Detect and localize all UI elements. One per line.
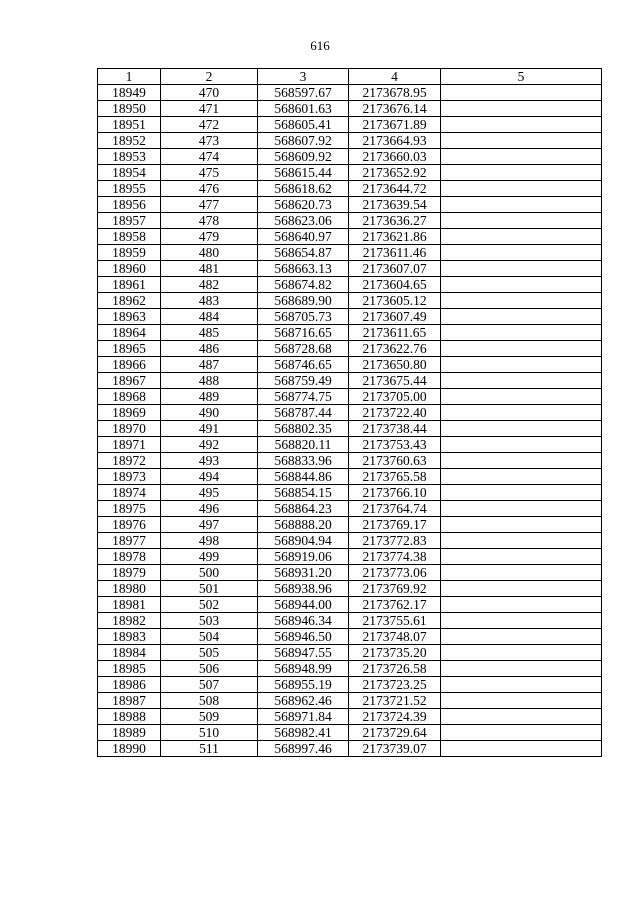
table-row xyxy=(98,229,602,245)
x-coordinate-cell: 568746.65 xyxy=(258,357,349,373)
row-index-cell: 18966 xyxy=(98,357,161,373)
notes-cell xyxy=(441,485,602,501)
table-row xyxy=(98,549,602,565)
point-number-cell: 494 xyxy=(161,469,258,485)
x-coordinate-cell: 568640.97 xyxy=(258,229,349,245)
column-header-2: 2 xyxy=(161,69,258,85)
y-coordinate-cell: 2173660.03 xyxy=(349,149,441,165)
y-coordinate-cell: 2173764.74 xyxy=(349,501,441,517)
notes-cell xyxy=(441,277,602,293)
notes-cell xyxy=(441,389,602,405)
y-coordinate-cell: 2173729.64 xyxy=(349,725,441,741)
x-coordinate-cell: 568620.73 xyxy=(258,197,349,213)
point-number-cell: 504 xyxy=(161,629,258,645)
point-number-cell: 480 xyxy=(161,245,258,261)
table-row xyxy=(98,629,602,645)
point-number-cell: 478 xyxy=(161,213,258,229)
y-coordinate-cell: 2173772.83 xyxy=(349,533,441,549)
notes-cell xyxy=(441,693,602,709)
notes-cell xyxy=(441,309,602,325)
point-number-cell: 482 xyxy=(161,277,258,293)
notes-cell xyxy=(441,421,602,437)
row-index-cell: 18960 xyxy=(98,261,161,277)
column-header-3: 3 xyxy=(258,69,349,85)
y-coordinate-cell: 2173722.40 xyxy=(349,405,441,421)
page-number: 616 xyxy=(310,38,330,53)
notes-cell xyxy=(441,517,602,533)
point-number-cell: 472 xyxy=(161,117,258,133)
x-coordinate-cell: 568674.82 xyxy=(258,277,349,293)
table-row xyxy=(98,485,602,501)
y-coordinate-cell: 2173607.07 xyxy=(349,261,441,277)
row-index-cell: 18973 xyxy=(98,469,161,485)
row-index-cell: 18989 xyxy=(98,725,161,741)
x-coordinate-cell: 568605.41 xyxy=(258,117,349,133)
y-coordinate-cell: 2173650.80 xyxy=(349,357,441,373)
row-index-cell: 18964 xyxy=(98,325,161,341)
header-row xyxy=(98,69,602,85)
x-coordinate-cell: 568947.55 xyxy=(258,645,349,661)
row-index-cell: 18949 xyxy=(98,85,161,101)
x-coordinate-cell: 568854.15 xyxy=(258,485,349,501)
table-row xyxy=(98,197,602,213)
notes-cell xyxy=(441,149,602,165)
x-coordinate-cell: 568802.35 xyxy=(258,421,349,437)
y-coordinate-cell: 2173639.54 xyxy=(349,197,441,213)
table-row xyxy=(98,437,602,453)
point-number-cell: 505 xyxy=(161,645,258,661)
point-number-cell: 502 xyxy=(161,597,258,613)
notes-cell xyxy=(441,725,602,741)
point-number-cell: 491 xyxy=(161,421,258,437)
point-number-cell: 493 xyxy=(161,453,258,469)
x-coordinate-cell: 568615.44 xyxy=(258,165,349,181)
table-row xyxy=(98,693,602,709)
row-index-cell: 18984 xyxy=(98,645,161,661)
y-coordinate-cell: 2173748.07 xyxy=(349,629,441,645)
x-coordinate-cell: 568948.99 xyxy=(258,661,349,677)
table-row xyxy=(98,357,602,373)
x-coordinate-cell: 568618.62 xyxy=(258,181,349,197)
point-number-cell: 470 xyxy=(161,85,258,101)
point-number-cell: 489 xyxy=(161,389,258,405)
point-number-cell: 500 xyxy=(161,565,258,581)
x-coordinate-cell: 568938.96 xyxy=(258,581,349,597)
point-number-cell: 509 xyxy=(161,709,258,725)
y-coordinate-cell: 2173676.14 xyxy=(349,101,441,117)
x-coordinate-cell: 568597.67 xyxy=(258,85,349,101)
y-coordinate-cell: 2173636.27 xyxy=(349,213,441,229)
table-row xyxy=(98,709,602,725)
notes-cell xyxy=(441,437,602,453)
y-coordinate-cell: 2173604.65 xyxy=(349,277,441,293)
x-coordinate-cell: 568844.86 xyxy=(258,469,349,485)
y-coordinate-cell: 2173605.12 xyxy=(349,293,441,309)
y-coordinate-cell: 2173766.10 xyxy=(349,485,441,501)
table-row xyxy=(98,341,602,357)
point-number-cell: 490 xyxy=(161,405,258,421)
y-coordinate-cell: 2173621.86 xyxy=(349,229,441,245)
notes-cell xyxy=(441,661,602,677)
row-index-cell: 18981 xyxy=(98,597,161,613)
row-index-cell: 18965 xyxy=(98,341,161,357)
y-coordinate-cell: 2173622.76 xyxy=(349,341,441,357)
y-coordinate-cell: 2173678.95 xyxy=(349,85,441,101)
x-coordinate-cell: 568787.44 xyxy=(258,405,349,421)
x-coordinate-cell: 568774.75 xyxy=(258,389,349,405)
point-number-cell: 481 xyxy=(161,261,258,277)
x-coordinate-cell: 568955.19 xyxy=(258,677,349,693)
row-index-cell: 18990 xyxy=(98,741,161,757)
y-coordinate-cell: 2173721.52 xyxy=(349,693,441,709)
y-coordinate-cell: 2173765.58 xyxy=(349,469,441,485)
notes-cell xyxy=(441,133,602,149)
row-index-cell: 18971 xyxy=(98,437,161,453)
table-row xyxy=(98,677,602,693)
notes-cell xyxy=(441,741,602,757)
notes-cell xyxy=(441,597,602,613)
point-number-cell: 495 xyxy=(161,485,258,501)
notes-cell xyxy=(441,357,602,373)
y-coordinate-cell: 2173738.44 xyxy=(349,421,441,437)
notes-cell xyxy=(441,549,602,565)
column-header-4: 4 xyxy=(349,69,441,85)
y-coordinate-cell: 2173739.07 xyxy=(349,741,441,757)
table-row xyxy=(98,213,602,229)
notes-cell xyxy=(441,613,602,629)
notes-cell xyxy=(441,469,602,485)
row-index-cell: 18955 xyxy=(98,181,161,197)
coordinates-table xyxy=(97,68,602,757)
table-row xyxy=(98,149,602,165)
x-coordinate-cell: 568962.46 xyxy=(258,693,349,709)
point-number-cell: 510 xyxy=(161,725,258,741)
row-index-cell: 18951 xyxy=(98,117,161,133)
table-row xyxy=(98,517,602,533)
row-index-cell: 18952 xyxy=(98,133,161,149)
row-index-cell: 18972 xyxy=(98,453,161,469)
table-row xyxy=(98,469,602,485)
row-index-cell: 18967 xyxy=(98,373,161,389)
y-coordinate-cell: 2173762.17 xyxy=(349,597,441,613)
x-coordinate-cell: 568864.23 xyxy=(258,501,349,517)
y-coordinate-cell: 2173735.20 xyxy=(349,645,441,661)
row-index-cell: 18979 xyxy=(98,565,161,581)
row-index-cell: 18975 xyxy=(98,501,161,517)
notes-cell xyxy=(441,341,602,357)
y-coordinate-cell: 2173760.63 xyxy=(349,453,441,469)
x-coordinate-cell: 568944.00 xyxy=(258,597,349,613)
point-number-cell: 508 xyxy=(161,693,258,709)
point-number-cell: 474 xyxy=(161,149,258,165)
point-number-cell: 473 xyxy=(161,133,258,149)
point-number-cell: 498 xyxy=(161,533,258,549)
table-row xyxy=(98,725,602,741)
notes-cell xyxy=(441,629,602,645)
point-number-cell: 484 xyxy=(161,309,258,325)
notes-cell xyxy=(441,261,602,277)
x-coordinate-cell: 568820.11 xyxy=(258,437,349,453)
point-number-cell: 479 xyxy=(161,229,258,245)
notes-cell xyxy=(441,117,602,133)
y-coordinate-cell: 2173774.38 xyxy=(349,549,441,565)
notes-cell xyxy=(441,709,602,725)
row-index-cell: 18987 xyxy=(98,693,161,709)
y-coordinate-cell: 2173644.72 xyxy=(349,181,441,197)
row-index-cell: 18977 xyxy=(98,533,161,549)
table-row xyxy=(98,453,602,469)
table-row xyxy=(98,613,602,629)
y-coordinate-cell: 2173769.92 xyxy=(349,581,441,597)
point-number-cell: 511 xyxy=(161,741,258,757)
point-number-cell: 486 xyxy=(161,341,258,357)
x-coordinate-cell: 568623.06 xyxy=(258,213,349,229)
x-coordinate-cell: 568759.49 xyxy=(258,373,349,389)
row-index-cell: 18969 xyxy=(98,405,161,421)
y-coordinate-cell: 2173611.46 xyxy=(349,245,441,261)
column-header-1: 1 xyxy=(98,69,161,85)
point-number-cell: 483 xyxy=(161,293,258,309)
table-body xyxy=(98,85,602,757)
point-number-cell: 476 xyxy=(161,181,258,197)
table-row xyxy=(98,181,602,197)
row-index-cell: 18978 xyxy=(98,549,161,565)
y-coordinate-cell: 2173675.44 xyxy=(349,373,441,389)
x-coordinate-cell: 568888.20 xyxy=(258,517,349,533)
table-row xyxy=(98,405,602,421)
notes-cell xyxy=(441,197,602,213)
table-row xyxy=(98,661,602,677)
table-row xyxy=(98,501,602,517)
y-coordinate-cell: 2173607.49 xyxy=(349,309,441,325)
y-coordinate-cell: 2173724.39 xyxy=(349,709,441,725)
row-index-cell: 18962 xyxy=(98,293,161,309)
row-index-cell: 18970 xyxy=(98,421,161,437)
table-row xyxy=(98,741,602,757)
row-index-cell: 18986 xyxy=(98,677,161,693)
row-index-cell: 18983 xyxy=(98,629,161,645)
table-row xyxy=(98,277,602,293)
point-number-cell: 501 xyxy=(161,581,258,597)
x-coordinate-cell: 568904.94 xyxy=(258,533,349,549)
y-coordinate-cell: 2173664.93 xyxy=(349,133,441,149)
table-row xyxy=(98,373,602,389)
point-number-cell: 503 xyxy=(161,613,258,629)
row-index-cell: 18950 xyxy=(98,101,161,117)
row-index-cell: 18985 xyxy=(98,661,161,677)
table-row xyxy=(98,645,602,661)
point-number-cell: 496 xyxy=(161,501,258,517)
notes-cell xyxy=(441,101,602,117)
row-index-cell: 18980 xyxy=(98,581,161,597)
y-coordinate-cell: 2173769.17 xyxy=(349,517,441,533)
row-index-cell: 18956 xyxy=(98,197,161,213)
row-index-cell: 18974 xyxy=(98,485,161,501)
table-row xyxy=(98,245,602,261)
table-row xyxy=(98,133,602,149)
row-index-cell: 18958 xyxy=(98,229,161,245)
point-number-cell: 471 xyxy=(161,101,258,117)
y-coordinate-cell: 2173726.58 xyxy=(349,661,441,677)
x-coordinate-cell: 568705.73 xyxy=(258,309,349,325)
point-number-cell: 507 xyxy=(161,677,258,693)
row-index-cell: 18953 xyxy=(98,149,161,165)
point-number-cell: 497 xyxy=(161,517,258,533)
x-coordinate-cell: 568919.06 xyxy=(258,549,349,565)
point-number-cell: 485 xyxy=(161,325,258,341)
notes-cell xyxy=(441,533,602,549)
table-row xyxy=(98,421,602,437)
table-row xyxy=(98,117,602,133)
table-row xyxy=(98,293,602,309)
y-coordinate-cell: 2173753.43 xyxy=(349,437,441,453)
row-index-cell: 18954 xyxy=(98,165,161,181)
x-coordinate-cell: 568982.41 xyxy=(258,725,349,741)
x-coordinate-cell: 568654.87 xyxy=(258,245,349,261)
x-coordinate-cell: 568609.92 xyxy=(258,149,349,165)
y-coordinate-cell: 2173652.92 xyxy=(349,165,441,181)
column-header-5: 5 xyxy=(441,69,602,85)
notes-cell xyxy=(441,405,602,421)
notes-cell xyxy=(441,229,602,245)
notes-cell xyxy=(441,565,602,581)
row-index-cell: 18988 xyxy=(98,709,161,725)
y-coordinate-cell: 2173671.89 xyxy=(349,117,441,133)
notes-cell xyxy=(441,165,602,181)
notes-cell xyxy=(441,213,602,229)
point-number-cell: 506 xyxy=(161,661,258,677)
point-number-cell: 487 xyxy=(161,357,258,373)
point-number-cell: 477 xyxy=(161,197,258,213)
table-row xyxy=(98,325,602,341)
table-row xyxy=(98,565,602,581)
table-row xyxy=(98,165,602,181)
notes-cell xyxy=(441,293,602,309)
row-index-cell: 18961 xyxy=(98,277,161,293)
notes-cell xyxy=(441,453,602,469)
notes-cell xyxy=(441,677,602,693)
notes-cell xyxy=(441,373,602,389)
x-coordinate-cell: 568607.92 xyxy=(258,133,349,149)
x-coordinate-cell: 568601.63 xyxy=(258,101,349,117)
notes-cell xyxy=(441,181,602,197)
row-index-cell: 18968 xyxy=(98,389,161,405)
y-coordinate-cell: 2173611.65 xyxy=(349,325,441,341)
row-index-cell: 18982 xyxy=(98,613,161,629)
notes-cell xyxy=(441,581,602,597)
table-row xyxy=(98,581,602,597)
x-coordinate-cell: 568997.46 xyxy=(258,741,349,757)
notes-cell xyxy=(441,645,602,661)
x-coordinate-cell: 568931.20 xyxy=(258,565,349,581)
x-coordinate-cell: 568971.84 xyxy=(258,709,349,725)
point-number-cell: 492 xyxy=(161,437,258,453)
x-coordinate-cell: 568716.65 xyxy=(258,325,349,341)
notes-cell xyxy=(441,245,602,261)
row-index-cell: 18957 xyxy=(98,213,161,229)
notes-cell xyxy=(441,85,602,101)
y-coordinate-cell: 2173705.00 xyxy=(349,389,441,405)
table-row xyxy=(98,389,602,405)
y-coordinate-cell: 2173773.06 xyxy=(349,565,441,581)
table-header xyxy=(98,69,602,85)
y-coordinate-cell: 2173723.25 xyxy=(349,677,441,693)
table-row xyxy=(98,309,602,325)
notes-cell xyxy=(441,325,602,341)
x-coordinate-cell: 568833.96 xyxy=(258,453,349,469)
x-coordinate-cell: 568663.13 xyxy=(258,261,349,277)
y-coordinate-cell: 2173755.61 xyxy=(349,613,441,629)
x-coordinate-cell: 568728.68 xyxy=(258,341,349,357)
table-row xyxy=(98,597,602,613)
x-coordinate-cell: 568689.90 xyxy=(258,293,349,309)
table-row xyxy=(98,101,602,117)
row-index-cell: 18976 xyxy=(98,517,161,533)
row-index-cell: 18959 xyxy=(98,245,161,261)
table-row xyxy=(98,85,602,101)
point-number-cell: 475 xyxy=(161,165,258,181)
row-index-cell: 18963 xyxy=(98,309,161,325)
x-coordinate-cell: 568946.34 xyxy=(258,613,349,629)
point-number-cell: 499 xyxy=(161,549,258,565)
point-number-cell: 488 xyxy=(161,373,258,389)
table-row xyxy=(98,261,602,277)
x-coordinate-cell: 568946.50 xyxy=(258,629,349,645)
notes-cell xyxy=(441,501,602,517)
table-row xyxy=(98,533,602,549)
